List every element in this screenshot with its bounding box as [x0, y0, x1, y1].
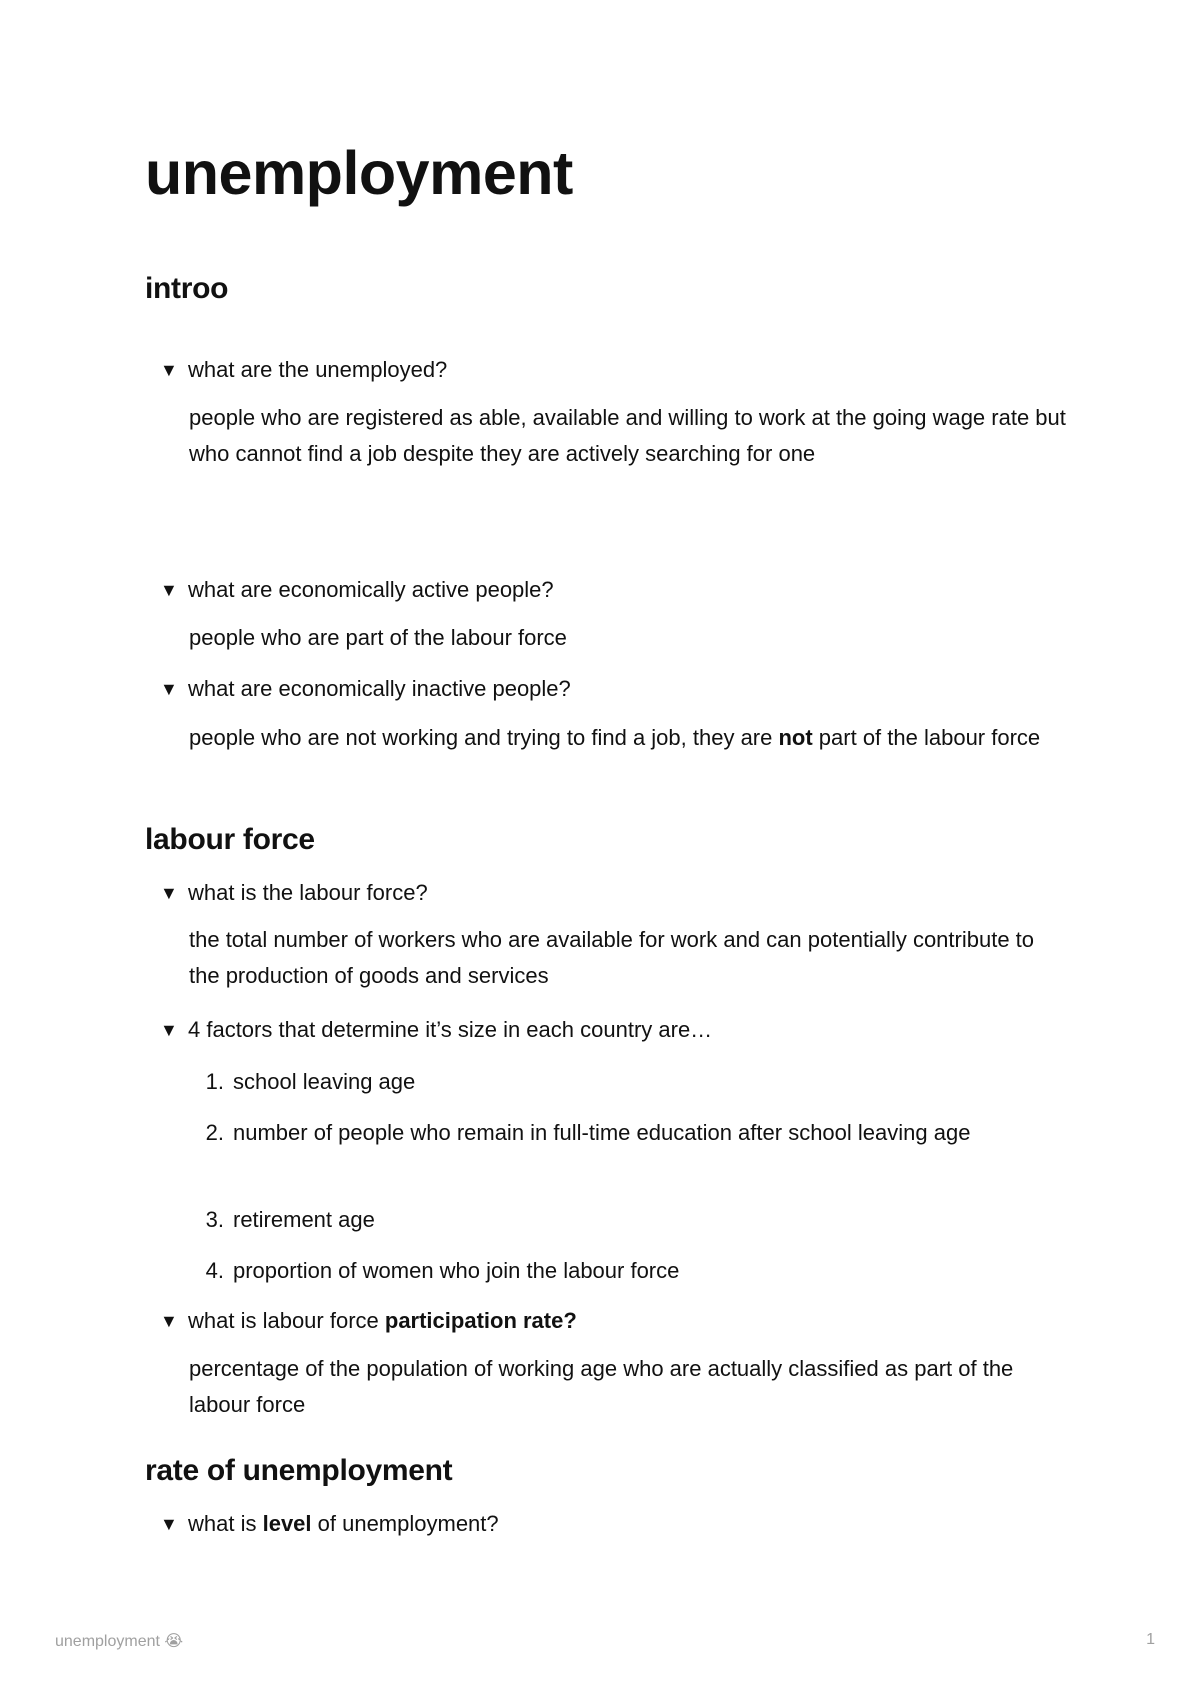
toggle-what-is-labour-force[interactable]: [160, 878, 428, 908]
toggle-question: what are economically inactive people?: [188, 676, 571, 701]
toggle-participation-rate[interactable]: [160, 1306, 577, 1336]
toggle-four-factors[interactable]: [160, 1015, 712, 1045]
list-item: [190, 1064, 1070, 1100]
toggle-level-of-unemployment[interactable]: [160, 1509, 499, 1539]
toggle-economically-inactive[interactable]: [160, 674, 571, 704]
toggle-triangle-icon[interactable]: ▼: [160, 360, 178, 380]
footer-page-number: 1: [1146, 1631, 1155, 1648]
toggle-question: what are economically active people?: [188, 577, 554, 602]
footer-document-name: unemployment 😭: [55, 1633, 184, 1650]
list-number: 4.: [205, 1258, 224, 1283]
crying-face-icon: 😭: [164, 1633, 184, 1650]
toggle-triangle-icon[interactable]: ▼: [160, 883, 178, 903]
section-heading-rate-of-unemployment: rate of unemployment: [145, 1454, 453, 1487]
list-item: [190, 1253, 1070, 1289]
toggle-triangle-icon[interactable]: ▼: [160, 679, 178, 699]
toggle-triangle-icon[interactable]: ▼: [160, 1514, 178, 1534]
list-text: retirement age: [233, 1207, 375, 1232]
toggle-answer: the total number of workers who are available for work and can potentially contribute to the production of goods and services: [189, 927, 1035, 988]
toggle-question: what is the labour force?: [188, 880, 428, 905]
toggle-question: what are the unemployed?: [188, 357, 448, 382]
list-text: proportion of women who join the labour force: [233, 1258, 680, 1283]
list-item: [190, 1115, 1070, 1151]
toggle-triangle-icon[interactable]: ▼: [160, 580, 178, 600]
list-item: [190, 1202, 1070, 1238]
list-number: 3.: [205, 1207, 224, 1232]
page-title: unemployment: [145, 139, 573, 207]
toggle-triangle-icon[interactable]: ▼: [160, 1311, 178, 1331]
list-number: 2.: [205, 1120, 224, 1145]
section-heading-labour-force: labour force: [145, 823, 315, 856]
toggle-economically-active[interactable]: [160, 575, 554, 605]
toggle-question: 4 factors that determine it’s size in each country are…: [188, 1017, 713, 1042]
list-text: number of people who remain in full-time education after school leaving age: [233, 1120, 971, 1145]
toggle-answer: people who are not working and trying to find a job, they are not part of the labour force: [189, 725, 1041, 750]
toggle-question: what is labour force participation rate?: [188, 1308, 577, 1333]
section-heading-introo: introo: [145, 272, 229, 305]
toggle-what-are-the-unemployed[interactable]: [160, 355, 447, 385]
toggle-answer: percentage of the population of working age who are actually classified as part of the labour force: [189, 1356, 1014, 1417]
toggle-answer: people who are registered as able, available and willing to work at the going wage rate but who cannot find a job despite they are actively searching for one: [189, 405, 1066, 466]
list-number: 1.: [205, 1069, 224, 1094]
toggle-triangle-icon[interactable]: ▼: [160, 1020, 178, 1040]
list-text: school leaving age: [233, 1069, 416, 1094]
toggle-question: what is level of unemployment?: [188, 1511, 499, 1536]
toggle-answer: people who are part of the labour force: [189, 625, 567, 650]
